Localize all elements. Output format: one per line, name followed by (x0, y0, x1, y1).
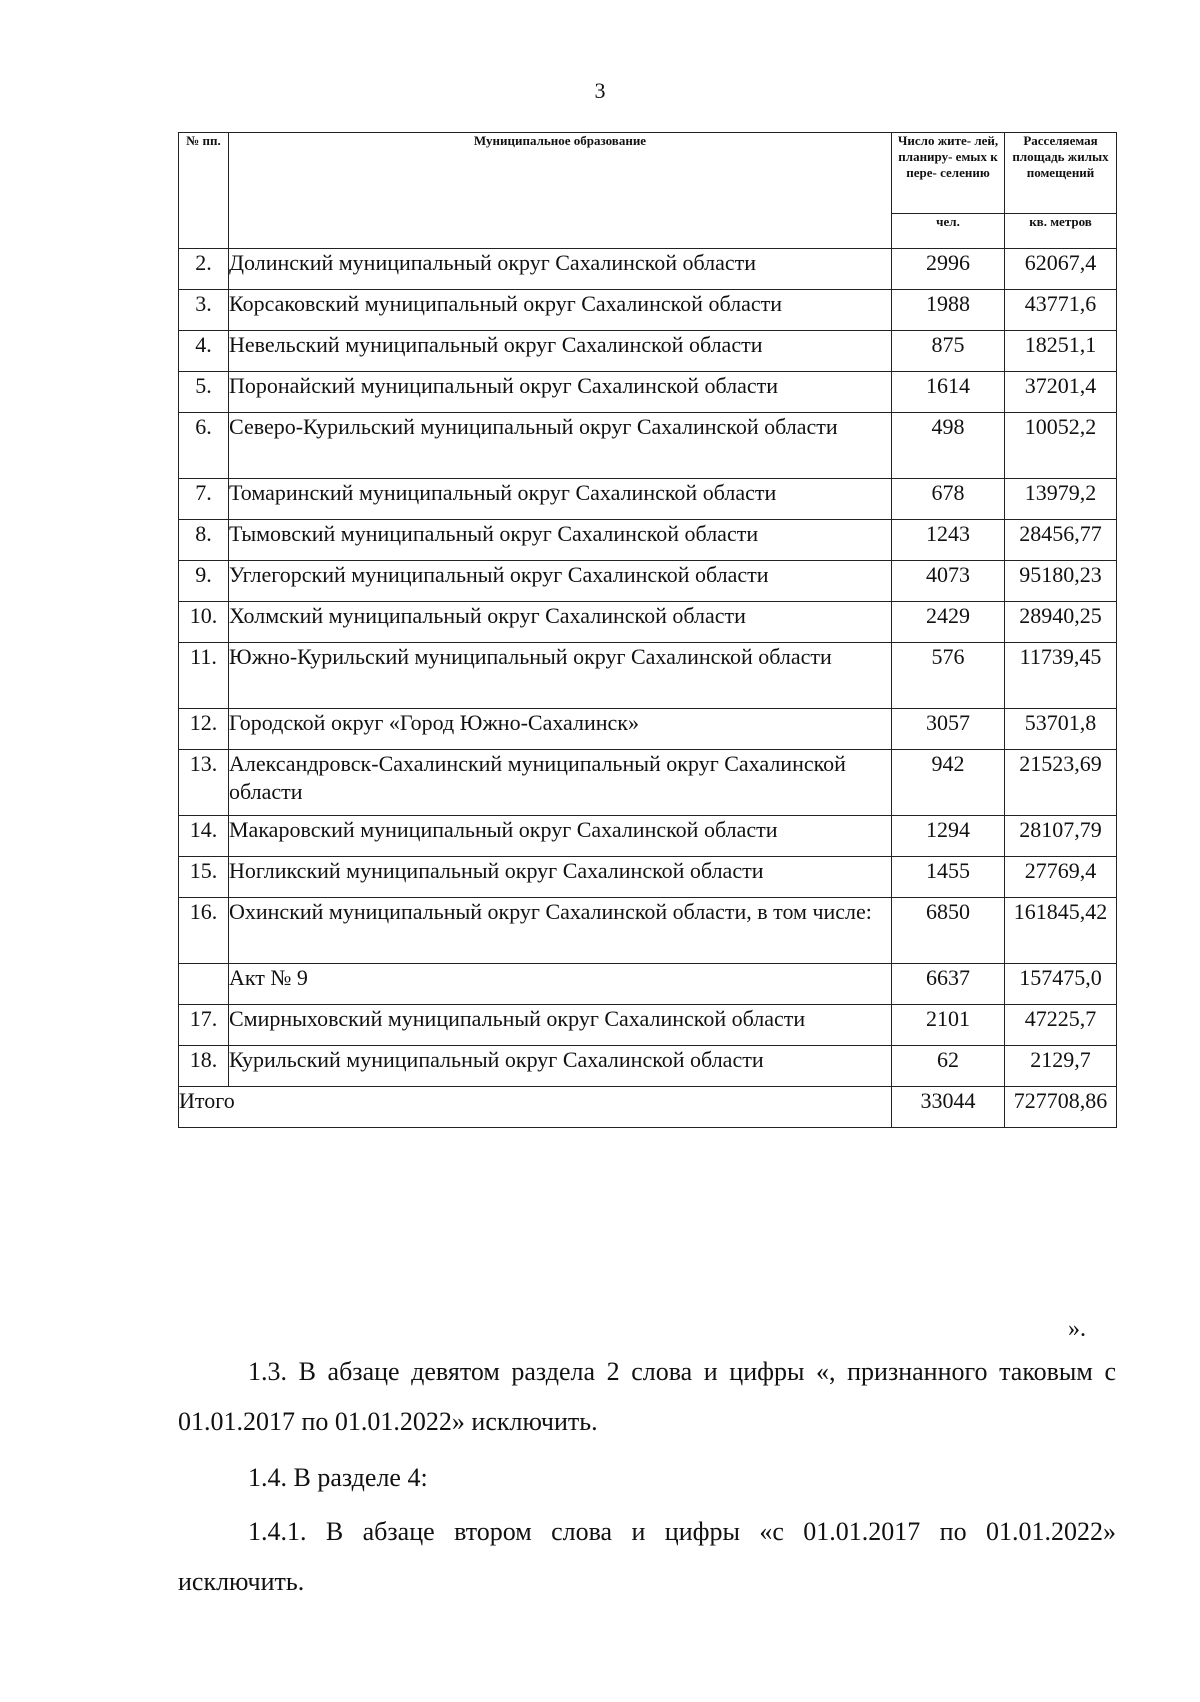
row-number: 4. (179, 331, 229, 372)
row-number (179, 964, 229, 1005)
header-area-unit: кв. метров (1005, 214, 1117, 249)
row-residents: 1614 (892, 372, 1005, 413)
row-municipality: Ногликский муниципальный округ Сахалинской области (229, 857, 892, 898)
table-row (179, 249, 1117, 290)
row-municipality: Долинский муниципальный округ Сахалинской области (229, 249, 892, 290)
header-number: № пп. (179, 133, 229, 249)
row-residents: 1294 (892, 816, 1005, 857)
row-residents: 4073 (892, 561, 1005, 602)
row-number: 9. (179, 561, 229, 602)
row-municipality: Холмский муниципальный округ Сахалинской области (229, 602, 892, 643)
table-row (179, 643, 1117, 709)
row-number: 13. (179, 750, 229, 816)
table-row (179, 750, 1117, 816)
table-row (179, 1046, 1117, 1087)
row-municipality: Курильский муниципальный округ Сахалинской области (229, 1046, 892, 1087)
table-row (179, 520, 1117, 561)
page-number: 3 (594, 78, 606, 103)
row-residents: 576 (892, 643, 1005, 709)
row-area: 161845,42 (1005, 898, 1117, 964)
row-area: 157475,0 (1005, 964, 1117, 1005)
row-area: 18251,1 (1005, 331, 1117, 372)
row-area: 28456,77 (1005, 520, 1117, 561)
row-area: 28107,79 (1005, 816, 1117, 857)
row-residents: 875 (892, 331, 1005, 372)
row-number: 6. (179, 413, 229, 479)
table-row (179, 709, 1117, 750)
row-area: 27769,4 (1005, 857, 1117, 898)
paragraph-1-4: 1.4. В разделе 4: (248, 1463, 428, 1492)
row-municipality: Южно-Курильский муниципальный округ Сахалинской области (229, 643, 892, 709)
row-municipality: Акт № 9 (229, 964, 892, 1005)
row-residents: 3057 (892, 709, 1005, 750)
total-residents: 33044 (892, 1087, 1005, 1128)
table-row (179, 857, 1117, 898)
row-number: 7. (179, 479, 229, 520)
row-area: 10052,2 (1005, 413, 1117, 479)
row-area: 28940,25 (1005, 602, 1117, 643)
row-residents: 2101 (892, 1005, 1005, 1046)
row-residents: 678 (892, 479, 1005, 520)
row-number: 17. (179, 1005, 229, 1046)
row-residents: 2429 (892, 602, 1005, 643)
total-label: Итого (179, 1087, 892, 1128)
row-residents: 498 (892, 413, 1005, 479)
header-municipality: Муниципальное образование (229, 133, 892, 249)
row-number: 18. (179, 1046, 229, 1087)
header-residents-unit: чел. (892, 214, 1005, 249)
table-row (179, 964, 1117, 1005)
row-municipality: Томаринский муниципальный округ Сахалинской области (229, 479, 892, 520)
header-residents: Число жите- лей, планиру- емых к пере- селению (892, 133, 1005, 214)
row-area: 21523,69 (1005, 750, 1117, 816)
total-area: 727708,86 (1005, 1087, 1117, 1128)
row-residents: 6637 (892, 964, 1005, 1005)
row-area: 37201,4 (1005, 372, 1117, 413)
row-area: 13979,2 (1005, 479, 1117, 520)
table-header (179, 133, 1117, 249)
row-number: 16. (179, 898, 229, 964)
row-municipality: Александровск-Сахалинский муниципальный округ Сахалинской области (229, 750, 892, 816)
row-number: 8. (179, 520, 229, 561)
table-body (179, 249, 1117, 1087)
row-residents: 62 (892, 1046, 1005, 1087)
row-municipality: Смирныховский муниципальный округ Сахалинской области (229, 1005, 892, 1046)
table-row (179, 372, 1117, 413)
table-row (179, 898, 1117, 964)
row-number: 5. (179, 372, 229, 413)
row-number: 10. (179, 602, 229, 643)
row-residents: 2996 (892, 249, 1005, 290)
table-row (179, 602, 1117, 643)
table-row (179, 479, 1117, 520)
row-residents: 942 (892, 750, 1005, 816)
table-row (179, 816, 1117, 857)
row-municipality: Охинский муниципальный округ Сахалинской области, в том числе: (229, 898, 892, 964)
row-number: 3. (179, 290, 229, 331)
row-number: 12. (179, 709, 229, 750)
table-row (179, 290, 1117, 331)
row-residents: 1988 (892, 290, 1005, 331)
row-municipality: Невельский муниципальный округ Сахалинской области (229, 331, 892, 372)
paragraph-1-4-1: 1.4.1. В абзаце втором слова и цифры «с 01.01.2017 по 01.01.2022» исключить. (178, 1517, 1116, 1596)
row-area: 47225,7 (1005, 1005, 1117, 1046)
row-area: 2129,7 (1005, 1046, 1117, 1087)
table-row (179, 1005, 1117, 1046)
row-area: 95180,23 (1005, 561, 1117, 602)
total-row (179, 1087, 1117, 1128)
row-residents: 6850 (892, 898, 1005, 964)
row-municipality: Тымовский муниципальный округ Сахалинской области (229, 520, 892, 561)
table-row (179, 561, 1117, 602)
row-municipality: Макаровский муниципальный округ Сахалинской области (229, 816, 892, 857)
resettlement-table (178, 132, 1117, 1128)
row-residents: 1243 (892, 520, 1005, 561)
row-number: 15. (179, 857, 229, 898)
closing-quote: ». (1068, 1316, 1086, 1342)
table-row (179, 331, 1117, 372)
row-area: 11739,45 (1005, 643, 1117, 709)
row-municipality: Корсаковский муниципальный округ Сахалинской области (229, 290, 892, 331)
row-municipality: Северо-Курильский муниципальный округ Сахалинской области (229, 413, 892, 479)
row-municipality: Городской округ «Город Южно-Сахалинск» (229, 709, 892, 750)
row-area: 53701,8 (1005, 709, 1117, 750)
row-number: 11. (179, 643, 229, 709)
paragraph-1-3: 1.3. В абзаце девятом раздела 2 слова и цифры «, признанного таковым с 01.01.2017 по 01.01.2022» исключить. (178, 1357, 1116, 1436)
row-residents: 1455 (892, 857, 1005, 898)
row-number: 14. (179, 816, 229, 857)
row-number: 2. (179, 249, 229, 290)
row-area: 43771,6 (1005, 290, 1117, 331)
table-row (179, 413, 1117, 479)
row-municipality: Поронайский муниципальный округ Сахалинской области (229, 372, 892, 413)
header-area: Расселяемая площадь жилых помещений (1005, 133, 1117, 214)
row-municipality: Углегорский муниципальный округ Сахалинской области (229, 561, 892, 602)
row-area: 62067,4 (1005, 249, 1117, 290)
